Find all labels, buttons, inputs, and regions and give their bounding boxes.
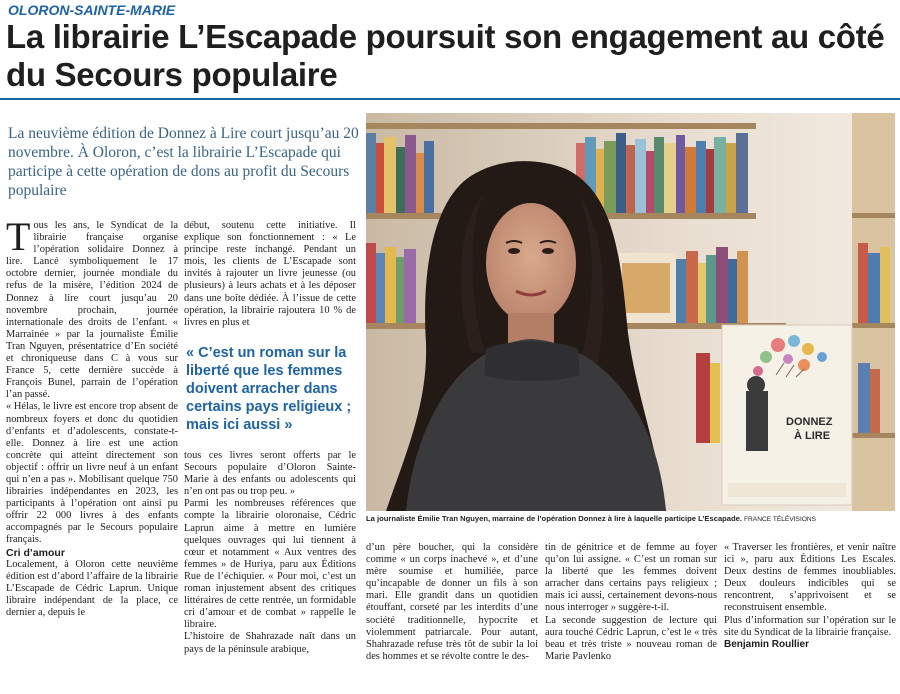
article-column-1 bbox=[6, 214, 178, 619]
poster-title-line1: DONNEZ bbox=[786, 416, 833, 428]
drop-cap: T bbox=[6, 214, 31, 259]
photo-caption-text: La journaliste Émilie Tran Nguyen, marraine de l’opération Donnez à lire à laquelle participe L’Escapade. bbox=[366, 514, 743, 523]
article-column-5 bbox=[724, 542, 896, 651]
article-paragraph: La seconde suggestion de lecture qui aura touché Cédric Laprun, c’est le « très beau et très triste » nouveau roman de Marie Pavlenko bbox=[545, 614, 717, 662]
poster-title-line2: À LIRE bbox=[794, 430, 831, 442]
header-rule bbox=[0, 98, 900, 100]
article-paragraph: « Hélas, le livre est encore trop absent de nombreux foyers et donc du quotidien d’enfants et d’adolescents, constate-t-elle. Donnez à lire est une action concrète qui atteint directement son objectif : offrir un livre neuf à un enfant qui n’en a pas ». Mobilisant quelque 750 librairies indépendantes en 2023, les participants à l’opération ont ainsi pu offrir 22 000 livres à des enfants accompagnés par le Secours populaire français. bbox=[6, 401, 178, 546]
article-paragraph bbox=[6, 214, 178, 401]
article-column-3 bbox=[366, 542, 538, 663]
article-column-2 bbox=[184, 220, 356, 329]
article-photo bbox=[366, 113, 895, 511]
article-paragraph: tous ces livres seront offerts par le Secours populaire d’Oloron Sainte-Marie à des enfants ou adolescents qui n’en ont pas ou trop peu. » bbox=[184, 450, 356, 498]
article-paragraph: début, soutenu cette initiative. Il explique son fonctionnement : « Le principe reste inchangé. Pendant un mois, les clients de L’Escapade sont invités à rajouter un livre jeunesse (ou plusieurs) à leurs achats et à les déposer dans une boîte dédiée. À l’issue de cette opération, la librairie rajoutera 10 % de livres en plus et bbox=[184, 220, 356, 328]
article-paragraph: Localement, à Oloron cette neuvième édition est d’abord l’affaire de la librairie L’Escapade de Cédric Laprun. Unique libraire indépendant de la place, ce dernier a, depuis le bbox=[6, 558, 178, 618]
article-column-4 bbox=[545, 542, 717, 663]
photo-caption bbox=[366, 514, 896, 525]
photo-credit: FRANCE TÉLÉVISIONS bbox=[744, 516, 817, 523]
article-headline: La librairie L’Escapade poursuit son engagement au côté du Secours populaire bbox=[6, 18, 885, 93]
pull-quote: « C’est un roman sur la liberté que les femmes doivent arracher dans certains pays religieux ; mais ici aussi » bbox=[186, 345, 352, 433]
article-paragraph: L’histoire de Shahrazade naît dans un pays de la péninsule arabique, bbox=[184, 631, 356, 655]
article-subhead: Cri d’amour bbox=[6, 546, 65, 559]
article-paragraph: Parmi les nombreuses références que compte la librairie oloronaise, Cédric Laprun aime à mettre en lumière quelques ouvrages qui lui tiennent à cœur et notamment « Aux ventres des femmes » de Huriya, paru aux Éditions Rue de l’échiquier. « Pour moi, c’est un roman injustement absent des critiques littéraires de cette rentrée, un formidable cri d’amour et de combat » rappelle le libraire. bbox=[184, 498, 356, 631]
author-signature: Benjamin Roullier bbox=[724, 638, 810, 650]
article-paragraph: tin de génitrice et de femme au foyer qu’on lui assigne. « C’est un roman sur la liberté que les femmes doivent arracher dans certains pays religieux ; mais ici aussi, certainement devons-nous nous interroger » suggère-t-il. bbox=[545, 542, 717, 614]
article-paragraph: d’un père boucher, qui la considère comme « un corps inachevé », et d’une mère soumise et humiliée, parce qu’incapable de donner un fils à son mari. Elle grandit dans un quotidien étouffant, corseté par les interdits d’une société traditionnelle, hypocrite et violemment patriarcale. Pour autant, Shahrazade refuse très tôt de subir la loi des hommes et se révolte contre le des- bbox=[366, 542, 538, 662]
article-intro: La neuvième édition de Donnez à Lire court jusqu’au 20 novembre. À Oloron, c’est la librairie L’Escapade qui participe à cette opération de dons au profit du Secours populaire bbox=[8, 125, 359, 199]
article-paragraph: « Traverser les frontières, et venir naître ici », paru aux Éditions Les Escales. Deux destins de femmes inoubliables. Deux douleurs indicibles qui se rencontrent, s’apprivoisent et se reconstruisent ensemble. bbox=[724, 542, 896, 614]
section-kicker: OLORON-SAINTE-MARIE bbox=[8, 2, 176, 18]
article-paragraph: Plus d’information sur l’opération sur le site du Syndicat de la librairie française. bbox=[724, 614, 896, 638]
article-column-2-continued bbox=[184, 450, 356, 656]
paragraph-text: ous les ans, le Syndicat de la librairie française organise l’opération solidaire Donnez à lire. Lancé symboliquement le 17 octobre dernier, journée mondiale du refus de la misère, l’édition 2024 de Donnez à lire court jusqu’au 20 novembre prochain, journée internationale des droits de l’enfant. « Marrainée » par la journaliste Émilie Tran Nguyen, présentatrice d’En société et chroniqueuse dans C à vous sur France 5, cette dernière succède à François Bunel, parrain de l’opération l’an passé. bbox=[6, 220, 178, 401]
